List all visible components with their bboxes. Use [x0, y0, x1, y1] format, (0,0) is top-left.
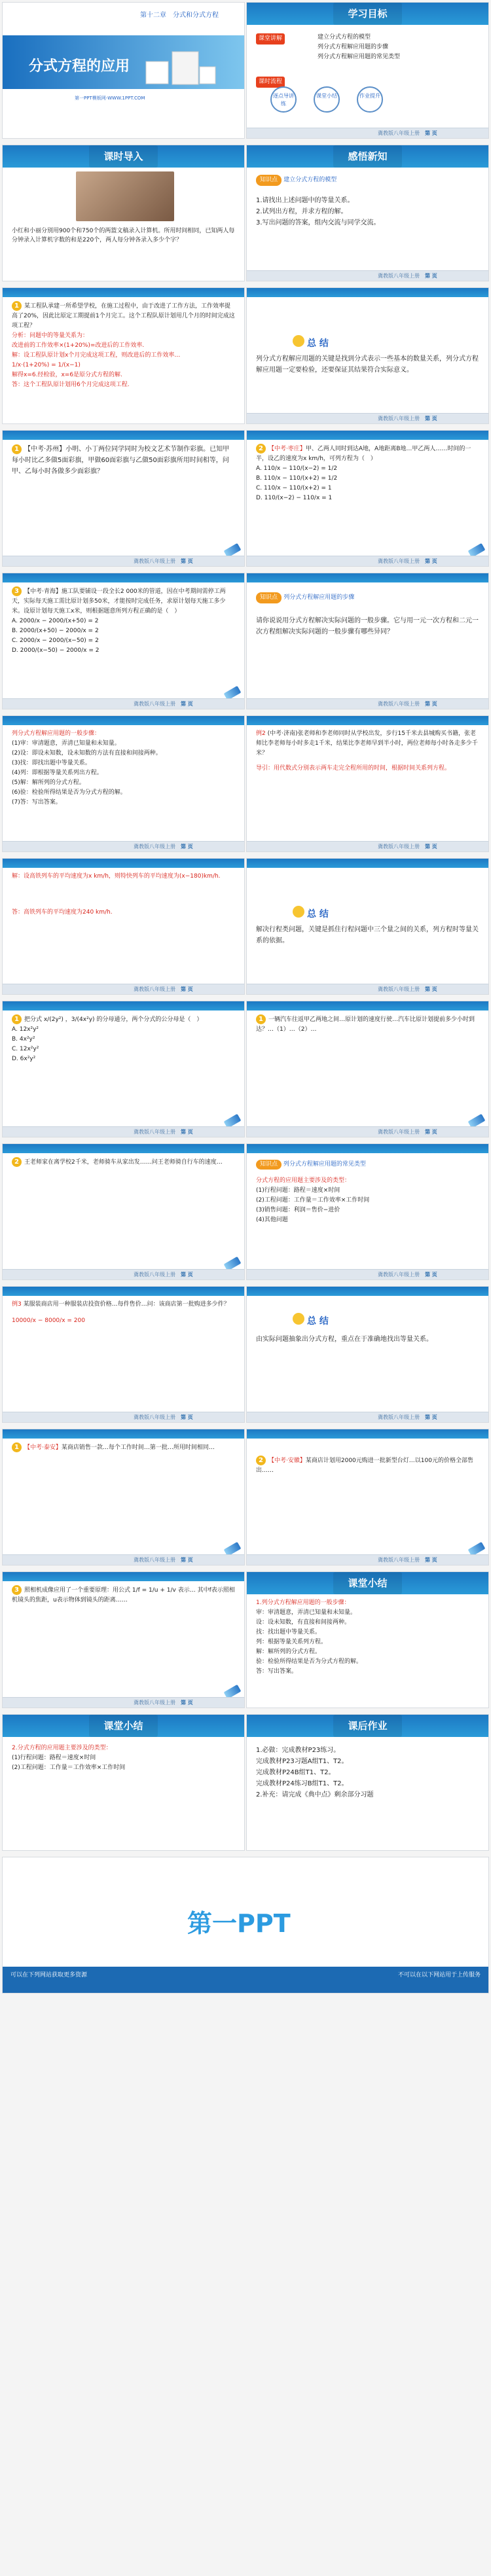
- summary-text: 列分式方程解应用题的关键是找到分式表示一些基本的数量关系，列分式方程解应用题一定要检验，还要保证其结果符合实际意义。: [256, 355, 479, 374]
- question-item: 3.写出问题的答案，组内交流与同学交流。: [256, 219, 380, 226]
- slide-exercise-9[interactable]: [2, 1571, 245, 1708]
- flow-step: 逐点导讲练: [270, 86, 297, 113]
- homework-item: 完成教材P23习题A组T1、T2。: [256, 1758, 348, 1765]
- summary-item: 设：设未知数，有直接和间接两种。: [256, 1619, 351, 1626]
- slide-summary-1[interactable]: [246, 287, 489, 424]
- summary-title: 总 结: [307, 1316, 329, 1327]
- type-item: (4)其他问题: [256, 1217, 288, 1223]
- types-title: 分式方程的应用题主要涉及的类型：: [256, 1177, 351, 1184]
- exercise-number: 1: [256, 1014, 266, 1024]
- exercise-number: 1: [12, 1442, 22, 1452]
- slide-footer: 冀教版八年级上册 第 页: [247, 1126, 488, 1137]
- slide-exercise-1[interactable]: [2, 430, 245, 567]
- slide-footer: 冀教版八年级上册 第 页: [247, 841, 488, 851]
- knowledge-title: 列分式方程解应用题的步骤: [283, 594, 355, 601]
- slide-steps[interactable]: [2, 715, 245, 852]
- slide-header: 课后作业: [247, 1715, 488, 1737]
- slide-footer: 冀教版八年级上册 第 页: [3, 984, 244, 994]
- analysis: 分析：问题中的等量关系为：: [12, 332, 89, 339]
- summary-text: 由实际问题抽象出分式方程，重点在于准确地找出等量关系。: [256, 1336, 433, 1343]
- exercise-source: 【中考·青海】: [24, 588, 62, 595]
- slide-end-brand[interactable]: [2, 1857, 489, 1994]
- slide-exercise-8[interactable]: [246, 1429, 489, 1565]
- exercise-text: 施工队要铺设一段全长2 000米的管道，因在中考期间需停工两天，实际每天施工需比原计划多50米，才能按时完成任务，求原计划每天施工多少米。设原计划每天施工x米，则根据题意所列方程正确的是（ ）: [12, 588, 226, 615]
- exercise-text: 某商店计划用2000元购进一批新型台灯…以100元的价格全部售出……: [256, 1458, 473, 1474]
- exercise-text: 照相机成像应用了一个重要原理：用公式 1/f = 1/u + 1/v 表示… 其中f表示照相机镜头的焦距，u表示物体到镜头的距离……: [12, 1587, 235, 1603]
- exercise-source: 【中考·苏州】: [24, 446, 66, 453]
- step-item: (6)验：检验所得结果是否为分式方程的解。: [12, 789, 126, 796]
- step-item: (5)解：解所列的分式方程。: [12, 779, 85, 786]
- exercise-number: 3: [12, 1585, 22, 1595]
- option[interactable]: A. 2000/x − 2000/(x+50) = 2: [12, 618, 99, 624]
- summary-item: 找：找出题中等量关系。: [256, 1629, 321, 1636]
- example-text: 某工程队承建一所希望学校，在施工过程中，由于改进了工作方法，工作效率提高了20%，因此比原定工期提前1个月完工。这个工程队原计划用几个月的时间完成这项工程？: [12, 303, 235, 329]
- slide-footer: 冀教版八年级上册 第 页: [247, 128, 488, 138]
- homework-item: 完成教材P24B组T1、T2。: [256, 1769, 335, 1776]
- slide-footer: 冀教版八年级上册 第 页: [3, 841, 244, 851]
- slide-footer: 冀教版八年级上册 第 页: [3, 1126, 244, 1137]
- slide-summary-3[interactable]: [246, 1286, 489, 1423]
- option[interactable]: A. 12x²y²: [12, 1026, 39, 1033]
- exercise-text: 甲、乙两人同时到达A地，A地距离B地…甲乙两人……时间的一半，设乙的速度为x km/h，可列方程为（ ）: [256, 446, 471, 462]
- analysis-detail: 改进前的工作效率×(1+20%)=改进后的工作效率.: [12, 342, 145, 349]
- summary-item: 2.分式方程的应用题主要涉及的类型：: [12, 1745, 112, 1751]
- slide-example-1[interactable]: [2, 287, 245, 424]
- slide-footer: 冀教版八年级上册 第 页: [3, 1697, 244, 1708]
- summary-item: 1.列分式方程解应用题的一般步骤：: [256, 1600, 350, 1606]
- exercise-source: 【中考·泰安】: [24, 1444, 62, 1451]
- slide-exercise-3[interactable]: [2, 573, 245, 709]
- example-number: 例3: [12, 1301, 22, 1308]
- slide-footer: 冀教版八年级上册 第 页: [247, 984, 488, 994]
- slide-example-2[interactable]: [246, 715, 489, 852]
- slide-exercise-2[interactable]: [246, 430, 489, 567]
- summary-item: 解：解所列的分式方程。: [256, 1649, 321, 1655]
- exercise-source: 【中考·安徽】: [268, 1458, 306, 1464]
- option[interactable]: B. 110/x − 110/(x+2) = 1/2: [256, 475, 338, 482]
- example-text: (中考·济南)张老师和李老师同时从学校出发，步行15千米去县城购买书籍，张老师比李老师每小时多走1千米，结果比李老师早到半小时，两位老师每小时各走多少千米？: [256, 730, 478, 757]
- slide-footer: 冀教版八年级上册 第 页: [247, 1412, 488, 1422]
- label-flow: 课时流程: [256, 77, 285, 88]
- exercise-text: 小明、小丁两位同学同时为校文艺术节制作彩旗。已知甲每小时比乙多做5面彩旗，甲做60面彩旗与乙做50面彩旗所用时间相等，问甲、乙每小时各做多少面彩旗？: [12, 446, 230, 475]
- flow-step: 作业提升: [357, 86, 383, 113]
- type-item: (2)工程问题：工作量＝工作效率×工作时间: [256, 1197, 370, 1204]
- summary-title: 总 结: [307, 338, 329, 349]
- brand-footer: [3, 1967, 488, 1993]
- exercise-number: 2: [12, 1157, 22, 1167]
- option[interactable]: C. 12x²y²: [12, 1046, 39, 1052]
- lightbulb-icon: [293, 906, 304, 918]
- answer: 答：这个工程队原计划用6个月完成这项工程.: [12, 382, 130, 388]
- slide-footer: 冀教版八年级上册 第 页: [3, 1412, 244, 1422]
- flow-row: [270, 86, 383, 113]
- slide-footer: 冀教版八年级上册 第 页: [3, 1554, 244, 1565]
- knowledge-title: 列分式方程解应用题的常见类型: [283, 1161, 366, 1168]
- slide-footer: 冀教版八年级上册 第 页: [3, 1269, 244, 1279]
- exercise-source: 【中考·枣庄】: [268, 446, 306, 452]
- slide-solution-2[interactable]: [2, 858, 245, 995]
- brand-logo: 第一PPT: [187, 1909, 291, 1938]
- exercise-number: 3: [12, 586, 22, 596]
- summary-text: 解决行程类问题，关键是抓住行程问题中三个量之间的关系，列方程时等量关系的依据。: [256, 926, 479, 944]
- steps-question: 请你说说用分式方程解决实际问题的一般步骤。它与用一元一次方程和二元一次方程组解决实际问题的一般步骤有哪些异同？: [256, 617, 479, 635]
- lightbulb-icon: [293, 1313, 304, 1325]
- slide-footer: 冀教版八年级上册 第 页: [247, 556, 488, 566]
- steps-title: 列分式方程解应用题的一般步骤：: [12, 730, 101, 737]
- example-text: 某服装商店用一种服装店投资价格…每件售价…问：该商店第一批购进多少件？: [23, 1301, 230, 1308]
- solution: 解：设工程队原计划x个月完成这项工程，则改进后的工作效率…: [12, 352, 181, 359]
- slide-footer: 冀教版八年级上册 第 页: [247, 413, 488, 423]
- summary-item: 答：写出答案。: [256, 1668, 298, 1675]
- answer: 答：高铁列车的平均速度为240 km/h.: [12, 909, 113, 916]
- option[interactable]: B. 2000/(x+50) − 2000/x = 2: [12, 628, 99, 634]
- slide-header: 课堂小结: [247, 1572, 488, 1594]
- question-item: 1.请找出上述问题中的等量关系。: [256, 197, 354, 204]
- exercise-number: 1: [12, 1014, 22, 1024]
- slide-exercise-5[interactable]: [246, 1001, 489, 1137]
- summary-item: (1)行程问题：路程＝速度×时间: [12, 1755, 96, 1761]
- slide-class-summary-2[interactable]: [2, 1714, 245, 1851]
- slide-footer: 冀教版八年级上册 第 页: [247, 1554, 488, 1565]
- exercise-number: 2: [256, 444, 266, 454]
- slide-header: 课堂小结: [3, 1715, 244, 1737]
- summary-item: 验：检验所得结果是否为分式方程的解。: [256, 1658, 363, 1665]
- knowledge-tag: 知识点: [256, 592, 282, 603]
- step-item: (2)设：即设未知数，设未知数的方法有直接和间接两种。: [12, 750, 162, 757]
- slide-summary-2[interactable]: [246, 858, 489, 995]
- homework-item: 2.补充：请完成《典中点》剩余部分习题: [256, 1791, 374, 1798]
- slide-types[interactable]: [246, 1143, 489, 1280]
- slide-footer: 冀教版八年级上册 第 页: [3, 556, 244, 566]
- slide-exercise-7[interactable]: [2, 1429, 245, 1565]
- homework-item: 完成教材P24练习B组T1、T2。: [256, 1780, 348, 1787]
- chapter-label: 第十二章 分式和分式方程: [140, 12, 219, 19]
- type-item: (1)行程问题：路程＝速度×时间: [256, 1187, 340, 1194]
- slide-goal[interactable]: [246, 2, 489, 139]
- equation: 1/x·(1+20%) = 1/(x−1): [12, 362, 81, 368]
- option[interactable]: C. 110/x − 110/(x+2) = 1: [256, 485, 332, 492]
- brand-footer-right: 不可以在以下网站用于上传服务: [397, 1972, 481, 1978]
- step-item: (7)答：写出答案。: [12, 799, 62, 806]
- slide-intro[interactable]: [2, 145, 245, 281]
- summary-title: 总 结: [307, 909, 329, 920]
- solution-result: 解得x=6.经检验，x=6是原分式方程的解.: [12, 372, 122, 378]
- slide-new-knowledge[interactable]: [246, 145, 489, 281]
- solution: 解：设高铁列车的平均速度为x km/h，则特快列车的平均速度为(x−180)km/h.: [12, 873, 221, 880]
- slide-footer: 冀教版八年级上册 第 页: [247, 698, 488, 709]
- slide-header: 学习目标: [247, 3, 488, 25]
- option[interactable]: B. 4x²y²: [12, 1036, 35, 1043]
- homework-item: 1.必做：完成教材P23练习。: [256, 1747, 340, 1754]
- slide-header: 课时导入: [3, 145, 244, 168]
- step-item: (4)列：即根据等量关系列出方程。: [12, 770, 103, 776]
- equation: 10000/x − 8000/x = 200: [12, 1317, 85, 1324]
- exercise-text: 某商店销售一款…每个工作时间…第一批…所用时间相同…: [61, 1444, 215, 1451]
- option[interactable]: D. 6x²y²: [12, 1056, 36, 1062]
- lightbulb-icon: [293, 335, 304, 347]
- cover-title: 分式方程的应用: [29, 58, 130, 75]
- option[interactable]: D. 110/(x−2) − 110/x = 1: [256, 495, 333, 501]
- flow-step: 课堂小结: [314, 86, 340, 113]
- summary-item: 审：审清题意，弄清已知量和未知量。: [256, 1609, 357, 1616]
- cubes-illustration: [139, 42, 218, 94]
- cover-brand: 第一PPT模板网-WWW.1PPT.COM: [75, 96, 145, 101]
- knowledge-title: 建立分式方程的模型: [283, 177, 337, 183]
- option[interactable]: D. 2000/(x−50) − 2000/x = 2: [12, 647, 100, 654]
- goal-item: 建立分式方程的模型: [318, 34, 371, 41]
- exercise-text: 王老师家在离学校2千米，老师骑车从家出发……问王老师骑自行车的速度…: [24, 1159, 223, 1166]
- intro-text: 小红和小丽分别用900个和750个的两篮文稿录入计算机。所用时间相同，已知两人每分钟录入计算机字数的和是220个，两人每分钟各录入多少个字？: [12, 228, 235, 243]
- slide-homework[interactable]: [246, 1714, 489, 1851]
- study-photo: [76, 171, 174, 221]
- guidance: 导引：用代数式分别表示两车走完全程所用的时间，根据时间关系列方程。: [256, 765, 451, 772]
- slide-cover[interactable]: [2, 2, 245, 139]
- goal-item: 列分式方程解应用题的步骤: [318, 44, 389, 50]
- summary-item: (2)工程问题：工作量＝工作效率×工作时间: [12, 1764, 126, 1771]
- exercise-text: 把分式 x/(2y²) ，3/(4x²y) 的分母通分，两个分式的公分母是（ ）: [24, 1016, 203, 1023]
- label-lecture: 课堂讲解: [256, 33, 285, 45]
- summary-item: 列：根据等量关系列方程。: [256, 1639, 327, 1645]
- goal-item: 列分式方程解应用题的常见类型: [318, 54, 401, 60]
- slide-header: 感悟新知: [247, 145, 488, 168]
- exercise-text: 一辆汽车往返甲乙两地之间…原计划的速度行驶…汽车比原计划提前多少小时到达？…（1）…（2）…: [256, 1016, 475, 1033]
- slide-footer: 冀教版八年级上册 第 页: [3, 698, 244, 709]
- option[interactable]: C. 2000/x − 2000/(x−50) = 2: [12, 637, 99, 644]
- step-item: (3)找：即找出题中等量关系。: [12, 760, 91, 766]
- question-item: 2.试列出方程，并求方程的解。: [256, 208, 348, 215]
- slide-steps-intro[interactable]: [246, 573, 489, 709]
- exercise-number: 1: [12, 444, 22, 454]
- example-number: 例2: [256, 730, 266, 737]
- slide-footer: 冀教版八年级上册 第 页: [247, 1269, 488, 1279]
- slide-footer: 冀教版八年级上册 第 页: [247, 270, 488, 281]
- example-number: 1: [12, 301, 22, 311]
- knowledge-tag: 知识点: [256, 175, 282, 186]
- slide-class-summary-1[interactable]: [246, 1571, 489, 1708]
- option[interactable]: A. 110/x − 110/(x−2) = 1/2: [256, 465, 338, 472]
- step-item: (1)审：审清题意，弄清已知量和未知量。: [12, 740, 120, 747]
- exercise-number: 2: [256, 1456, 266, 1465]
- slide-exercise-6[interactable]: [2, 1143, 245, 1280]
- brand-footer-left: 可以在下列网站获取更多资源: [10, 1972, 88, 1978]
- slide-exercise-4[interactable]: [2, 1001, 245, 1137]
- slide-example-3[interactable]: [2, 1286, 245, 1423]
- type-item: (3)销售问题：利润＝售价−进价: [256, 1207, 340, 1213]
- knowledge-tag: 知识点: [256, 1160, 282, 1170]
